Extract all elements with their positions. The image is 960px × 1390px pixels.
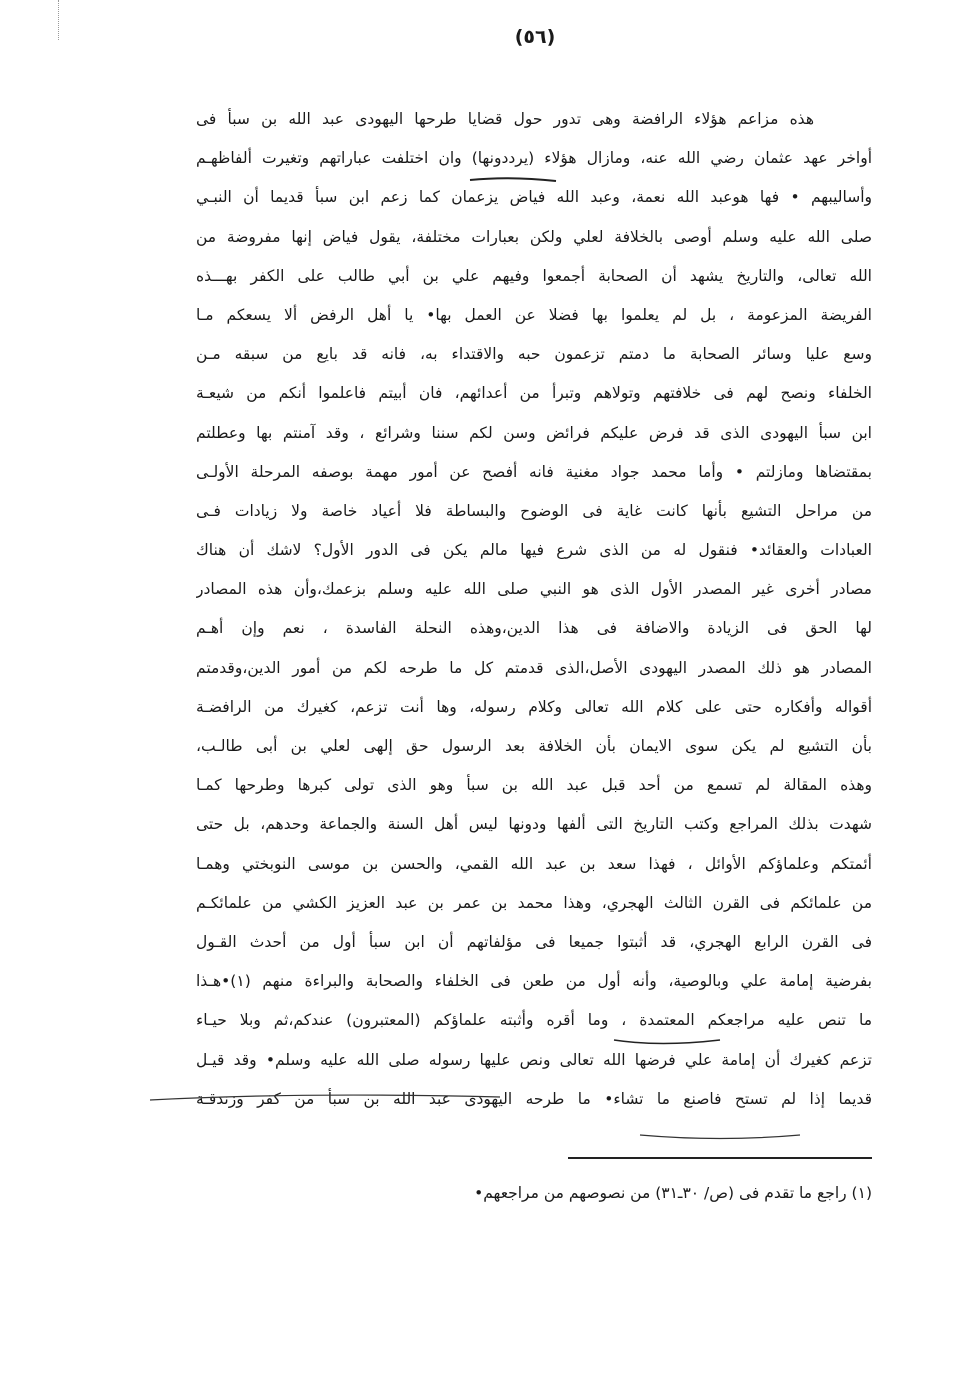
- text-line: العبادات والعقائد• فنقول له من الذى شرع فيها مالم يكن فى الدور الأول؟ لاشك أن هناك: [196, 541, 872, 560]
- underline-mark: [150, 1095, 500, 1100]
- text-line: أقواله وأفكاره حتى على كلام الله تعالى وكلام رسوله، وها أنت تزعم، كغيرك من الرافضـة: [196, 697, 872, 716]
- text-line: الخلفاء ونصح لهم فى خلافتهم وتولاهم وتبرأ من أعدائهم، فان أبيتم فاعلموا أنكم من شيعـة: [196, 384, 872, 403]
- footnote: (١) راجع ما تقدم فى (ص/ ٣٠ـ٣١) من نصوصهم من مراجعهم•: [474, 1184, 872, 1202]
- text-line: وهذه المقالة لم تسمع من أحد قبل عبد الله بن سبأ وهو الذى تولى كبرها وطرحها كمـا: [196, 776, 872, 795]
- underline-mark: [614, 1040, 720, 1044]
- text-line: من مراحل التشيع بأنها كانت غاية فى الوضوح والبساطة فلا أعياد خاصة ولا زيادات فـى: [196, 501, 872, 520]
- text-line: لها الحق فى الزيادة والاضافة فى هذا الدين،وهذه النحلة الفاسدة ، نعم وإن أهـم: [196, 619, 872, 638]
- text-line: من علمائكم فى القرن الثالث الهجري، وهذا محمد بن عمر بن عبد العزيز الكشي من علمائكـم: [196, 893, 872, 912]
- text-line: بفرضية إمامة علي وبالوصية، وأنه أول من طعن فى الخلفاء والصحابة والبراءة منهم (١)•هـذا: [196, 972, 872, 991]
- text-line: شهدت بذلك المراجع وكتب التاريخ التى ألفها ودونها ليس أهل السنة والجماعة وحدهم، بل حتى: [196, 815, 872, 834]
- page-number: (٥٦): [514, 26, 556, 48]
- text-line: قديما إذا لم تستح فاصنع ما تشاء• ما طرحه اليهودى عبد الله بن سبأ من كفر وزندقـة: [196, 1089, 872, 1108]
- footnote-rule: [568, 1157, 872, 1159]
- text-line: الله تعالى، والتاريخ يشهد أن الصحابة أجمعوا وفيهم علي بن أبي طالب على الكفر بهـــذه: [196, 266, 872, 285]
- text-line: أواخر عهد عثمان رضي الله عنه، ومازال هؤلاء (يرددونها) وان اختلفت عباراتهم وتغيرت ألفاظهـم: [196, 149, 872, 168]
- text-line: أئمتكم وعلماؤكم الأوائل ، فهذا سعد بن عبد الله القمي، والحسن بن موسى النوبختي وهمـا: [196, 854, 872, 873]
- text-line: وسع عليا وسائر الصحابة ما دمتم تزعمون حبه والاقتداء به، فانه قد بايع من سبقه مـن: [196, 345, 872, 364]
- text-line: هذه مزاعم هؤلاء الرافضة وهى تدور حول قضايا طرحها اليهودى عبد الله بن سبأ فى: [196, 110, 814, 128]
- underline-mark: [470, 178, 556, 181]
- text-line: الفريضة المزعومة ، بل لم يعلموا بها فضلا عن العمل بها• يا أهل الرفض ألا يسعكم مـا: [196, 305, 872, 324]
- text-line: فى القرن الرابع الهجري، قد أثبتوا جميعا فى مؤلفاتهم أن ابن سبأ أول من أحدث القـول: [196, 932, 872, 951]
- text-line: وأساليبهم • فها هوعبد الله نعمة، وعبد الله فياض يزعمان كما زعم ابن سبأ قديما أن النبـي: [196, 188, 872, 207]
- text-line: المصادر هو ذلك المصدر اليهودى الأصل،الذى قدمتم كل ما طرحه لكم من أمور الدين،وقدمتم: [196, 658, 872, 677]
- text-line: بمقتضاها ومازلتم • وأما محمد جواد مغنية فانه أفصح عن أمور مهمة بوصفه المرحلة الأولـى: [196, 462, 872, 481]
- text-line: مصادر أخرى غير المصدر الأول الذى هو النبي صلى الله عليه وسلم بزعمك،وأن هذه المصادر: [196, 580, 872, 599]
- text-line: ما تنص عليه مراجعكم المعتمدة ، وما أقره وأثبته علماؤكم (المعتبرون) عندكم،ثم وبلا حيـاء: [196, 1011, 872, 1030]
- underline-mark: [640, 1135, 800, 1139]
- text-line: تزعم كغيرك أن إمامة علي فرضها الله تعالى ونص عليها رسوله صلى الله عليه وسلم• وقد قيـل: [196, 1050, 872, 1069]
- text-line: ابن سبأ اليهودى الذى قد فرض عليكم فرائض وسن لكم سننا وشرائع ، وقد آمنتم بها وعطلتم: [196, 423, 872, 442]
- text-line: بأن التشيع لم يكن سوى الايمان بأن الخلافة بعد الرسول حق إلهى لعلي بن أبى طالـب،: [196, 737, 872, 755]
- text-line: صلى الله عليه وسلم أوصى بالخلافة لعلي ولكن بعبارات مختلفة، يقول فياض إنها مفروضة من: [196, 227, 872, 246]
